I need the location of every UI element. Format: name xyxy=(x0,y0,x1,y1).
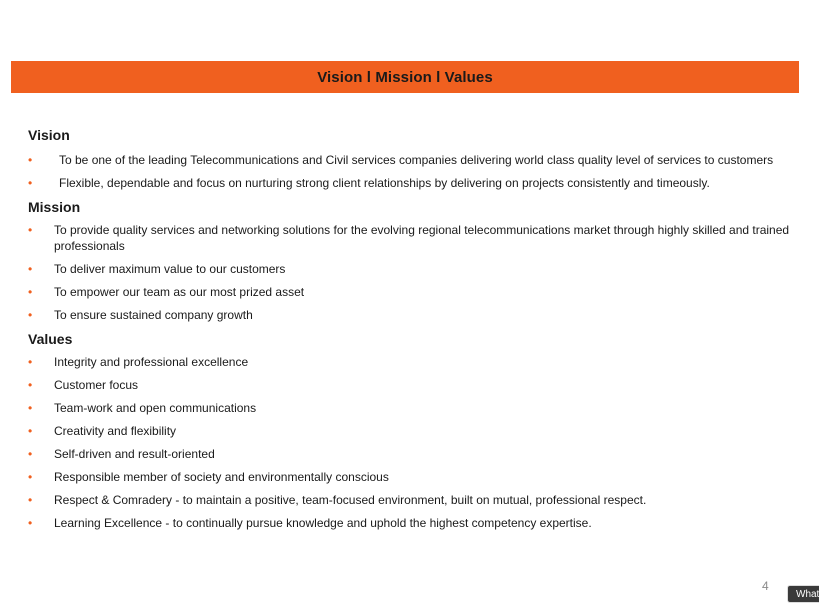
list-item-text: Team-work and open communications xyxy=(54,401,257,415)
list-item xyxy=(28,284,798,300)
bullet-icon: • xyxy=(28,223,33,237)
bullet-icon: • xyxy=(28,262,33,276)
list-item xyxy=(28,469,798,485)
bullet-icon: • xyxy=(28,308,33,322)
list-item-text: Integrity and professional excellence xyxy=(54,355,249,369)
list-item-text: To ensure sustained company growth xyxy=(54,308,253,322)
content-area xyxy=(28,126,798,538)
page-number: 4 xyxy=(762,579,769,593)
list-item xyxy=(28,261,798,277)
vision-list xyxy=(28,152,798,191)
list-item-text: Responsible member of society and environmentally conscious xyxy=(54,470,389,484)
list-item xyxy=(28,152,798,168)
page-title: Vision l Mission l Values xyxy=(317,68,493,86)
list-item-text: To be one of the leading Telecommunications and Civil services companies delivering world class quality level of services to customers xyxy=(59,153,774,167)
bullet-icon: • xyxy=(28,424,33,438)
title-banner xyxy=(11,61,799,93)
list-item-text: To provide quality services and networking solutions for the evolving regional telecommunications market through highly skilled and trained professionals xyxy=(54,223,790,253)
bullet-icon: • xyxy=(28,516,33,530)
list-item xyxy=(28,446,798,462)
list-item-text: To deliver maximum value to our customers xyxy=(54,262,286,276)
bullet-icon: • xyxy=(28,176,33,190)
list-item-text: Learning Excellence - to continually pursue knowledge and uphold the highest competency expertise. xyxy=(54,516,592,530)
list-item xyxy=(28,222,798,254)
bullet-icon: • xyxy=(28,378,33,392)
mission-list xyxy=(28,222,798,323)
feedback-tab-button[interactable]: What xyxy=(787,585,819,603)
values-heading: Values xyxy=(28,331,73,347)
bullet-icon: • xyxy=(28,285,33,299)
list-item xyxy=(28,307,798,323)
list-item xyxy=(28,492,798,508)
list-item-text: Creativity and flexibility xyxy=(54,424,177,438)
bullet-icon: • xyxy=(28,470,33,484)
list-item xyxy=(28,354,798,370)
bullet-icon: • xyxy=(28,493,33,507)
list-item-text: Self-driven and result-oriented xyxy=(54,447,215,461)
list-item xyxy=(28,400,798,416)
bullet-icon: • xyxy=(28,401,33,415)
values-list xyxy=(28,354,798,531)
bullet-icon: • xyxy=(28,355,33,369)
list-item-text: To empower our team as our most prized asset xyxy=(54,285,305,299)
list-item xyxy=(28,175,798,191)
vision-heading: Vision xyxy=(28,127,70,143)
list-item-text: Customer focus xyxy=(54,378,139,392)
list-item xyxy=(28,377,798,393)
mission-heading: Mission xyxy=(28,199,81,215)
list-item-text: Flexible, dependable and focus on nurturing strong client relationships by delivering on projects consistently and timeously. xyxy=(59,176,710,190)
bullet-icon: • xyxy=(28,153,33,167)
list-item xyxy=(28,515,798,531)
list-item xyxy=(28,423,798,439)
bullet-icon: • xyxy=(28,447,33,461)
list-item-text: Respect & Comradery - to maintain a positive, team-focused environment, built on mutual, professional respect. xyxy=(54,493,647,507)
